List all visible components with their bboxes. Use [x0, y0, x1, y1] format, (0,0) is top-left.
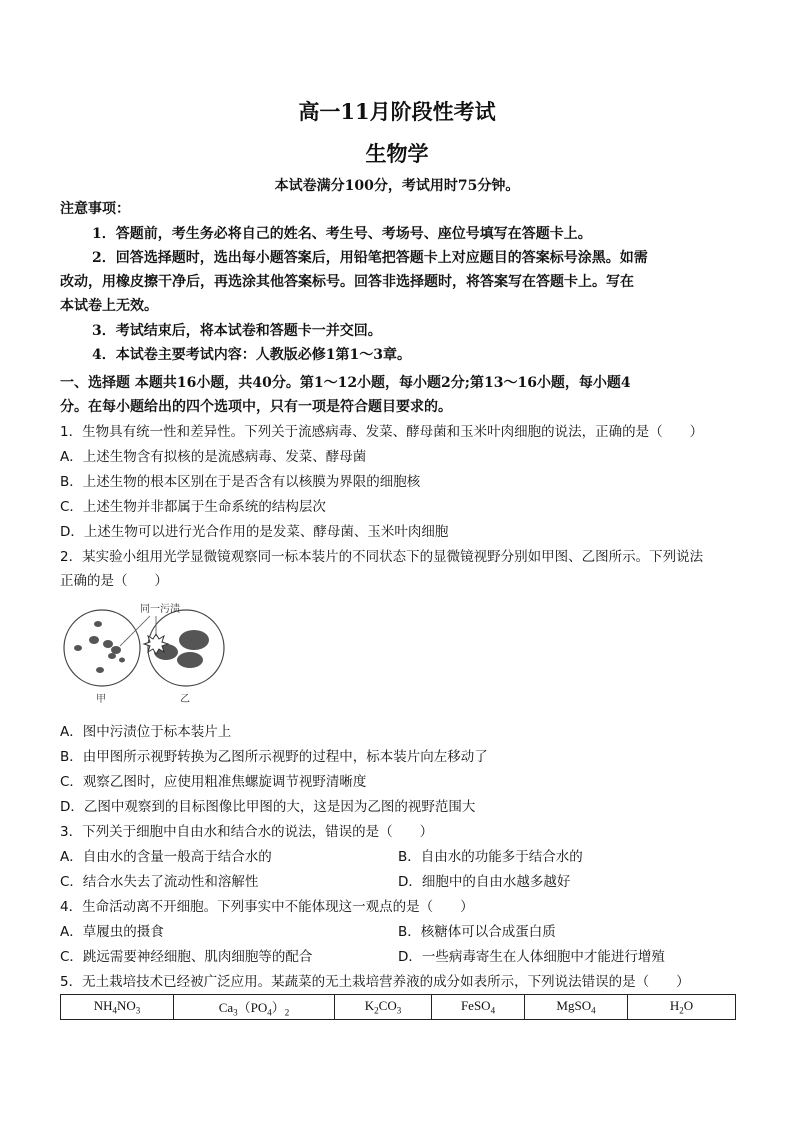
q2-stem: 2．某实验小组用光学显微镜观察同一标本装片的不同状态下的显微镜视野分别如甲图、乙图所示。下列说法	[60, 549, 704, 565]
cell-dot	[103, 640, 113, 648]
table-cell: FeSO$_4$	[432, 995, 525, 1020]
q2-option-b: B．由甲图所示视野转换为乙图所示视野的过程中，标本装片向左移动了	[60, 749, 488, 765]
q1-option-a: A．上述生物含有拟核的是流感病毒、发菜、酵母菌	[60, 449, 367, 465]
notice-item-2-end: 本试卷上无效。	[60, 298, 158, 314]
notice-item-4: 4．本试卷主要考试内容：人教版必修1第1～3章。	[92, 347, 411, 363]
notice-item-2: 2．回答选择题时，选出每小题答案后，用铅笔把答题卡上对应题目的答案标号涂黑。如需	[92, 250, 648, 266]
q1-stem: 1．生物具有统一性和差异性。下列关于流感病毒、发菜、酵母菌和玉米叶肉细胞的说法，正确的是（ ）	[60, 424, 704, 440]
table-row	[61, 995, 736, 1020]
q4-option-b: B．核糖体可以合成蛋白质	[398, 924, 556, 940]
table-cell: $Ca_3(PO_4)_2$	[174, 995, 335, 1020]
q4-stem: 4．生命活动离不开细胞。下列事实中不能体现这一观点的是（ ）	[60, 899, 474, 915]
microscope-figure	[60, 602, 230, 710]
table-cell: MgSO$_4$	[525, 995, 628, 1020]
table-cell: $NH_4NO_3$	[61, 995, 174, 1020]
q3-option-b: B．自由水的功能多于结合水的	[398, 849, 583, 865]
section-heading: 一、选择题 本题共16小题，共40分。第1～12小题，每小题2分;第13～16小题，每小题4	[60, 375, 631, 391]
leader-line	[120, 616, 150, 646]
notice-item-3: 3．考试结束后，将本试卷和答题卡一并交回。	[92, 323, 382, 339]
q2-option-d: D．乙图中观察到的目标图像比甲图的大，这是因为乙图的视野范围大	[60, 799, 476, 815]
cell-dot	[96, 667, 104, 673]
field-a-label: 甲	[96, 694, 106, 705]
stain-label: 同一污渍	[140, 604, 180, 615]
cell-dot	[74, 645, 82, 651]
exam-info: 本试卷满分100分，考试用时75分钟。	[274, 178, 520, 194]
table-cell: $H_2O$	[628, 995, 736, 1020]
q4-option-d: D．一些病毒寄生在人体细胞中才能进行增殖	[398, 949, 665, 965]
table-cell: $K_2CO_3$	[335, 995, 432, 1020]
cell-dot	[119, 658, 125, 663]
cell-dot	[111, 646, 121, 654]
cell-dot	[94, 621, 102, 627]
q2-option-a: A．图中污渍位于标本装片上	[60, 724, 232, 740]
field-b-label: 乙	[180, 694, 190, 705]
cell-large	[177, 652, 203, 668]
nutrient-table	[60, 994, 736, 1020]
microscope-fields-svg	[60, 602, 230, 710]
q4-option-a: A．草履虫的摄食	[60, 924, 164, 940]
cell-large	[179, 630, 209, 650]
cell-dot	[108, 653, 116, 659]
q5-stem: 5．无土栽培技术已经被广泛应用。某蔬菜的无土栽培营养液的成分如表所示，下列说法错误的是（ ）	[60, 974, 690, 990]
section-heading-cont: 分。在每小题给出的四个选项中，只有一项是符合题目要求的。	[60, 399, 452, 415]
q3-option-d: D．细胞中的自由水越多越好	[398, 874, 571, 890]
q3-option-a: A．自由水的含量一般高于结合水的	[60, 849, 272, 865]
q3-stem: 3．下列关于细胞中自由水和结合水的说法，错误的是（ ）	[60, 824, 434, 840]
q1-option-d: D．上述生物可以进行光合作用的是发菜、酵母菌、玉米叶肉细胞	[60, 524, 449, 540]
q3-option-c: C．结合水失去了流动性和溶解性	[60, 874, 259, 890]
q2-stem-cont: 正确的是（ ）	[60, 573, 168, 589]
q1-option-c: C．上述生物并非都属于生命系统的结构层次	[60, 499, 326, 515]
notice-heading: 注意事项：	[60, 201, 130, 217]
q1-option-b: B．上述生物的根本区别在于是否含有以核膜为界限的细胞核	[60, 474, 421, 490]
subject-title: 生物学	[365, 141, 429, 166]
q2-option-c: C．观察乙图时，应使用粗准焦螺旋调节视野清晰度	[60, 774, 367, 790]
q4-option-c: C．跳远需要神经细胞、肌肉细胞等的配合	[60, 949, 313, 965]
notice-item-2-cont: 改动，用橡皮擦干净后，再选涂其他答案标号。回答非选择题时，将答案写在答题卡上。写在	[60, 274, 634, 290]
exam-title: 高一11月阶段性考试	[298, 99, 496, 124]
notice-item-1: 1．答题前，考生务必将自己的姓名、考生号、考场号、座位号填写在答题卡上。	[92, 226, 592, 242]
cell-dot	[89, 636, 99, 644]
